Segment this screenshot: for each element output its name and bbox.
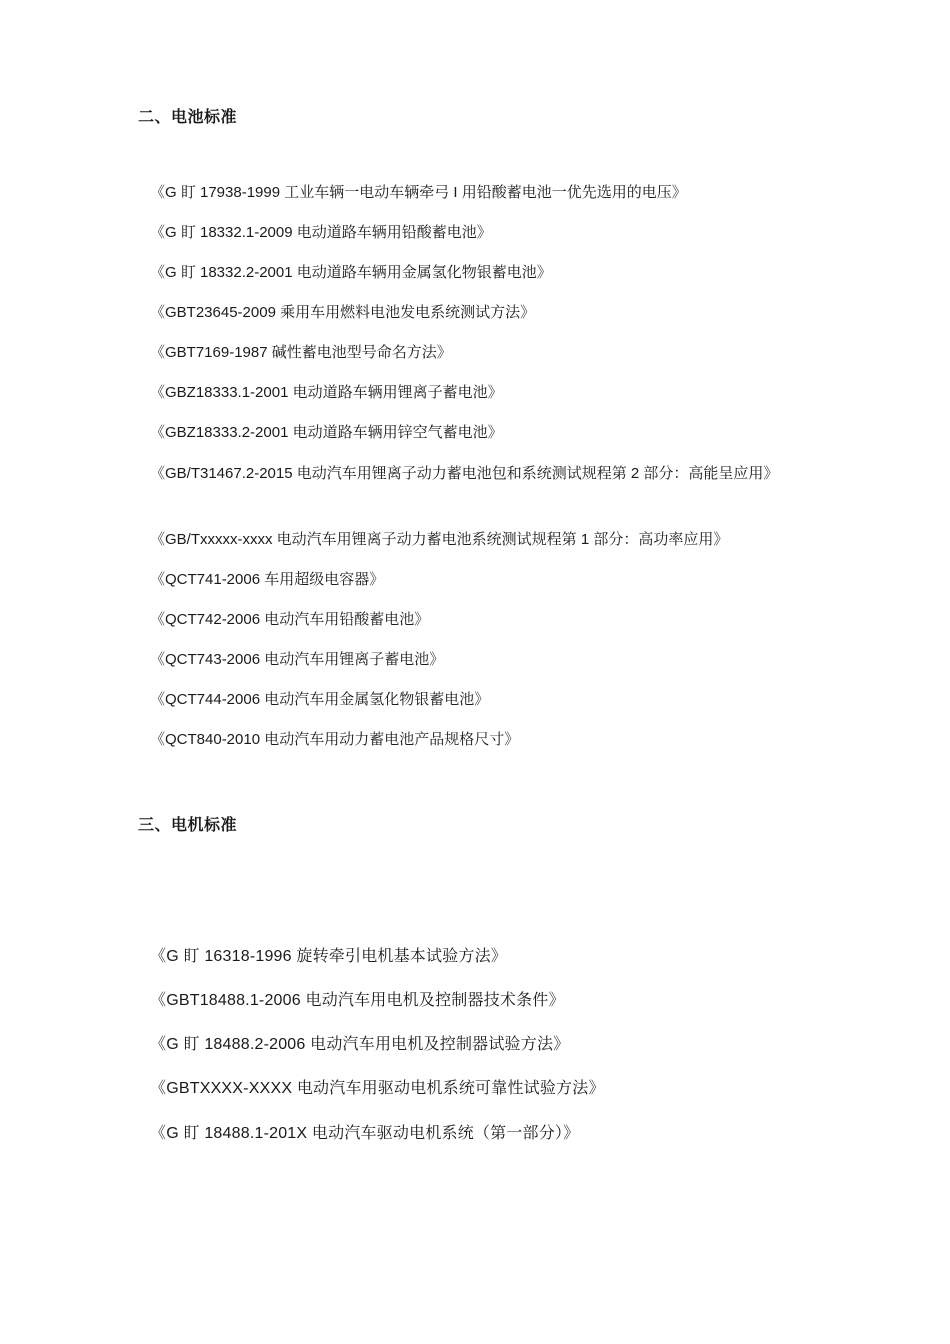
standard-item: 《QCT743-2006 电动汽车用锂离子蓄电池》 [150, 651, 445, 668]
standard-item: 《G 盯 18488.2-2006 电动汽车用电机及控制器试验方法》 [150, 1036, 570, 1053]
standard-item: 《QCT744-2006 电动汽车用金属氢化物银蓄电池》 [150, 691, 490, 708]
standard-item: 《GBT18488.1-2006 电动汽车用电机及控制器技术条件》 [150, 992, 565, 1009]
standard-item: 《G 盯 18332.2-2001 电动道路车辆用金属氢化物银蓄电池》 [150, 264, 552, 281]
standard-item: 《GBZ18333.1-2001 电动道路车辆用锂离子蓄电池》 [150, 384, 503, 401]
standard-item: 《QCT742-2006 电动汽车用铅酸蓄电池》 [150, 611, 430, 628]
standard-item: 《G 盯 16318-1996 旋转牵引电机基本试验方法》 [150, 948, 507, 965]
section-heading-battery: 二、电池标准 [138, 109, 238, 126]
standard-item: 《GB/T31467.2-2015 电动汽车用锂离子动力蓄电池包和系统测试规程第 2 部分：高能呈应用》 [150, 465, 779, 482]
standard-item: 《G 盯 17938-1999 工业车辆一电动车辆牵弓 I 用铅酸蓄电池一优先选用的电压》 [150, 184, 687, 201]
standard-item: 《GBT7169-1987 碱性蓄电池型号命名方法》 [150, 344, 452, 361]
standard-item: 《QCT840-2010 电动汽车用动力蓄电池产品规格尺寸》 [150, 731, 520, 748]
standard-item: 《GBZ18333.2-2001 电动道路车辆用锌空气蓄电池》 [150, 424, 503, 441]
standard-item: 《QCT741-2006 车用超级电容器》 [150, 571, 385, 588]
standard-item: 《GB/Txxxxx-xxxx 电动汽车用锂离子动力蓄电池系统测试规程第 1 部分：高功率应用》 [150, 531, 729, 548]
standard-item: 《G 盯 18488.1-201X 电动汽车驱动电机系统（第一部分）》 [150, 1125, 580, 1142]
standard-item: 《GBT23645-2009 乘用车用燃料电池发电系统测试方法》 [150, 304, 536, 321]
standard-item: 《GBTXXXX-XXXX 电动汽车用驱动电机系统可靠性试验方法》 [150, 1080, 605, 1097]
section-heading-motor: 三、电机标准 [138, 817, 238, 834]
standard-item: 《G 盯 18332.1-2009 电动道路车辆用铅酸蓄电池》 [150, 224, 492, 241]
